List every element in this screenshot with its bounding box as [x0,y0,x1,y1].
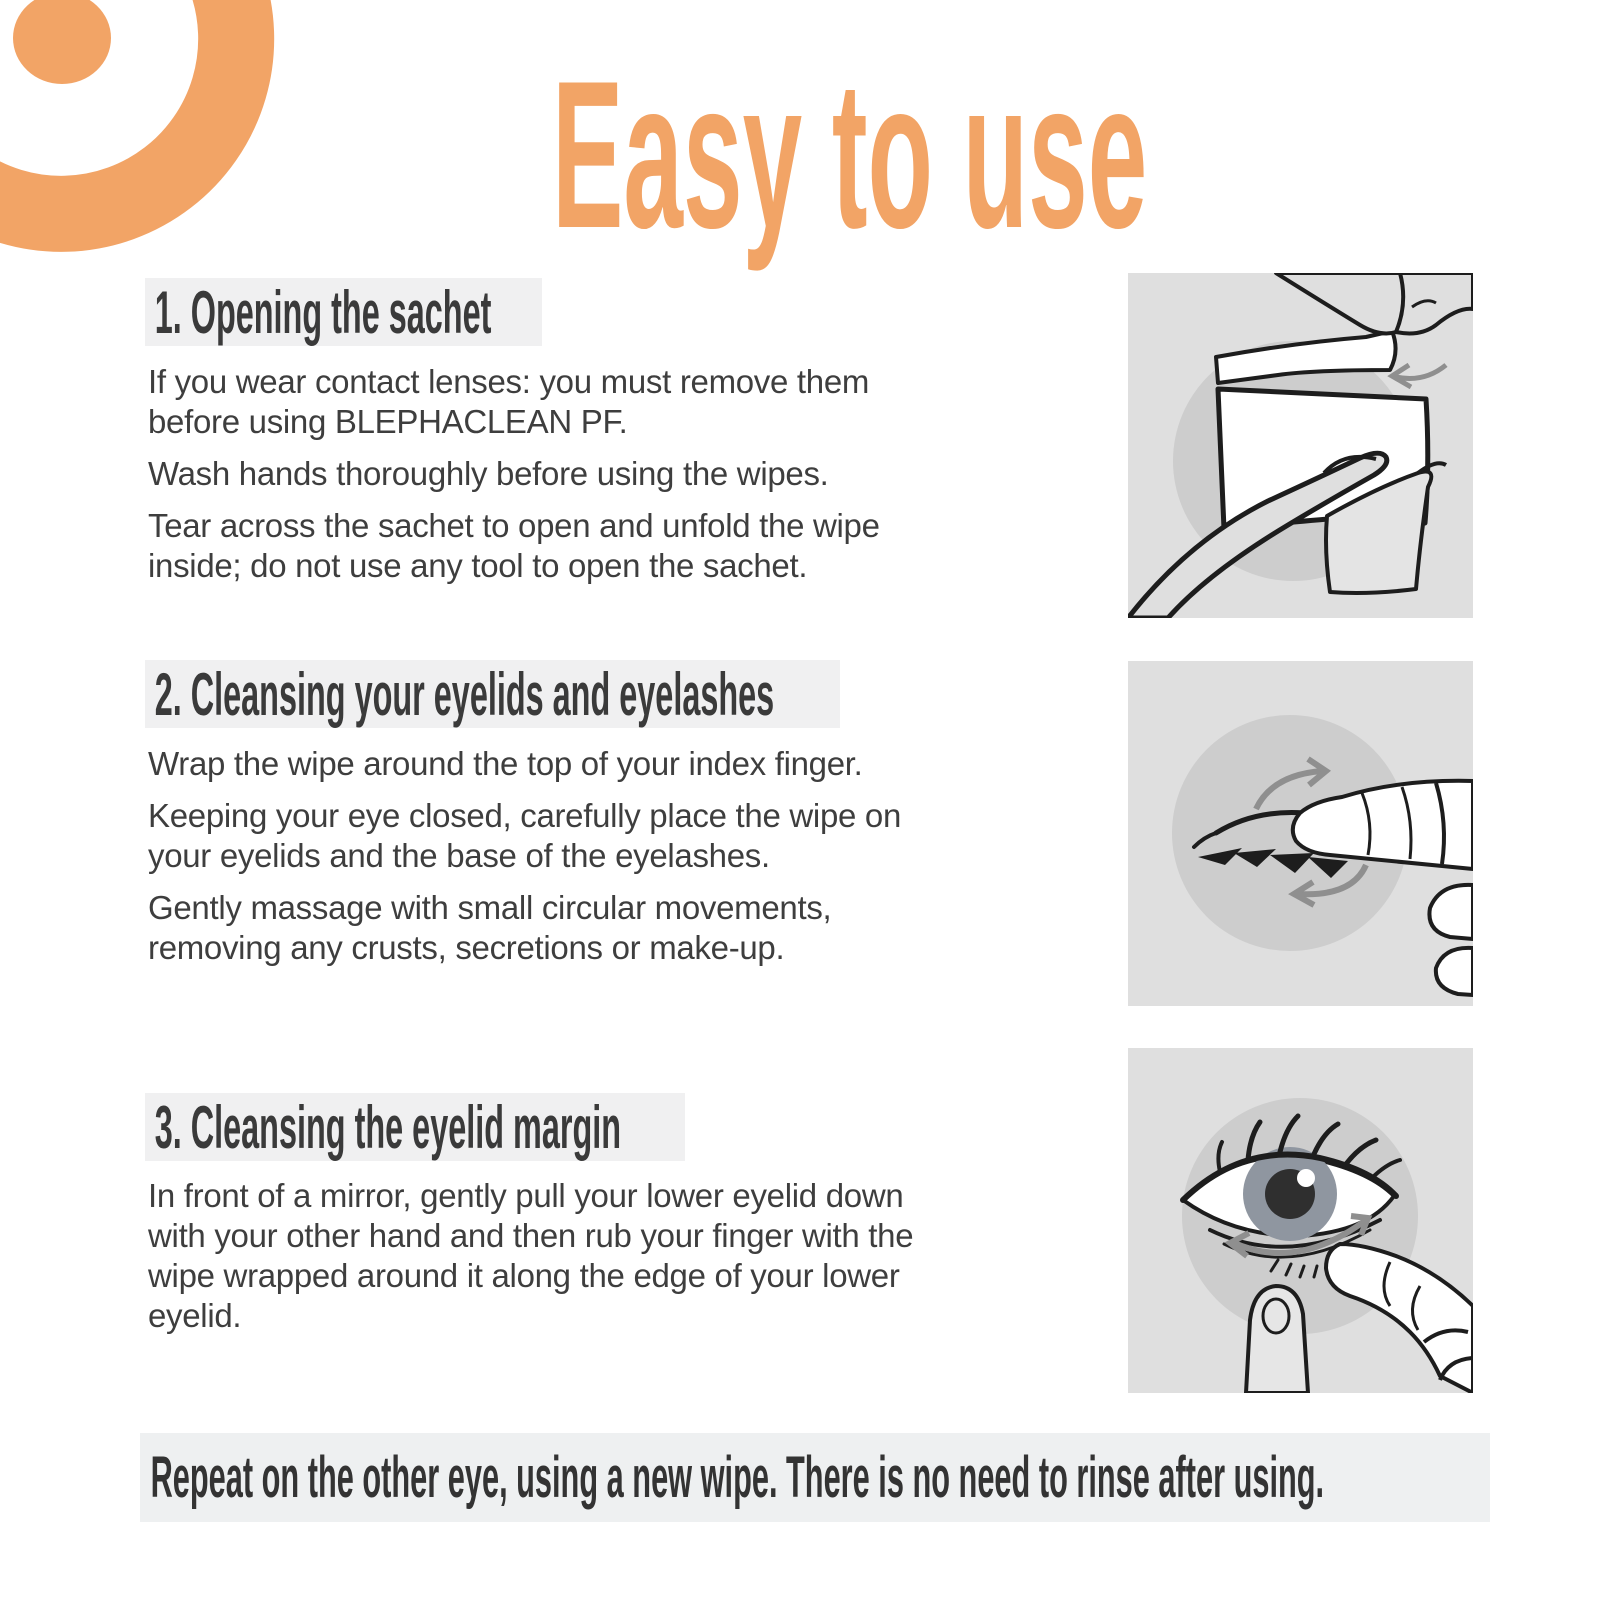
lower-eyelid-cleaning-illustration [1128,1048,1473,1393]
step-1-heading [145,278,542,346]
brand-swoosh-icon [0,0,280,260]
step-2-heading [145,660,840,728]
step-3-paragraph: In front of a mirror, gently pull your lower eyelid down with your other hand and then rub your finger with the wipe wrapped around it along the edge of your lower eyelid. [148,1177,914,1334]
step-1-paragraph: If you wear contact lenses: you must remove them before using BLEPHACLEAN PF. [148,363,870,440]
step-2-heading-label: 2. Cleansing your eyelids and eyelashes [154,660,775,728]
step-1-paragraph: Tear across the sachet to open and unfold the wipe inside; do not use any tool to open the sachet. [148,507,880,584]
step-2-paragraph: Wrap the wipe around the top of your index finger. [148,745,863,782]
page-title: Easy to use [552,37,1148,272]
step-3-heading-label: 3. Cleansing the eyelid margin [154,1093,622,1161]
step-2-paragraph: Keeping your eye closed, carefully place the wipe on your eyelids and the base of the eyelashes. [148,797,902,874]
step-2-paragraph: Gently massage with small circular movements, removing any crusts, secretions or make-up. [148,889,832,966]
step-3-body [148,1176,978,1348]
sachet-opening-illustration [1128,273,1473,618]
step-1-body [148,362,978,598]
step-3-heading [145,1093,685,1161]
footer-banner [140,1433,1490,1522]
step-2-body [148,744,978,980]
step-1-heading-label: 1. Opening the sachet [154,278,492,346]
step-1-paragraph: Wash hands thoroughly before using the wipes. [148,455,829,492]
footer-banner-text: Repeat on the other eye, using a new wipe. There is no need to rinse after using. [150,1445,1325,1510]
closed-eye-massage-illustration [1128,661,1473,1006]
